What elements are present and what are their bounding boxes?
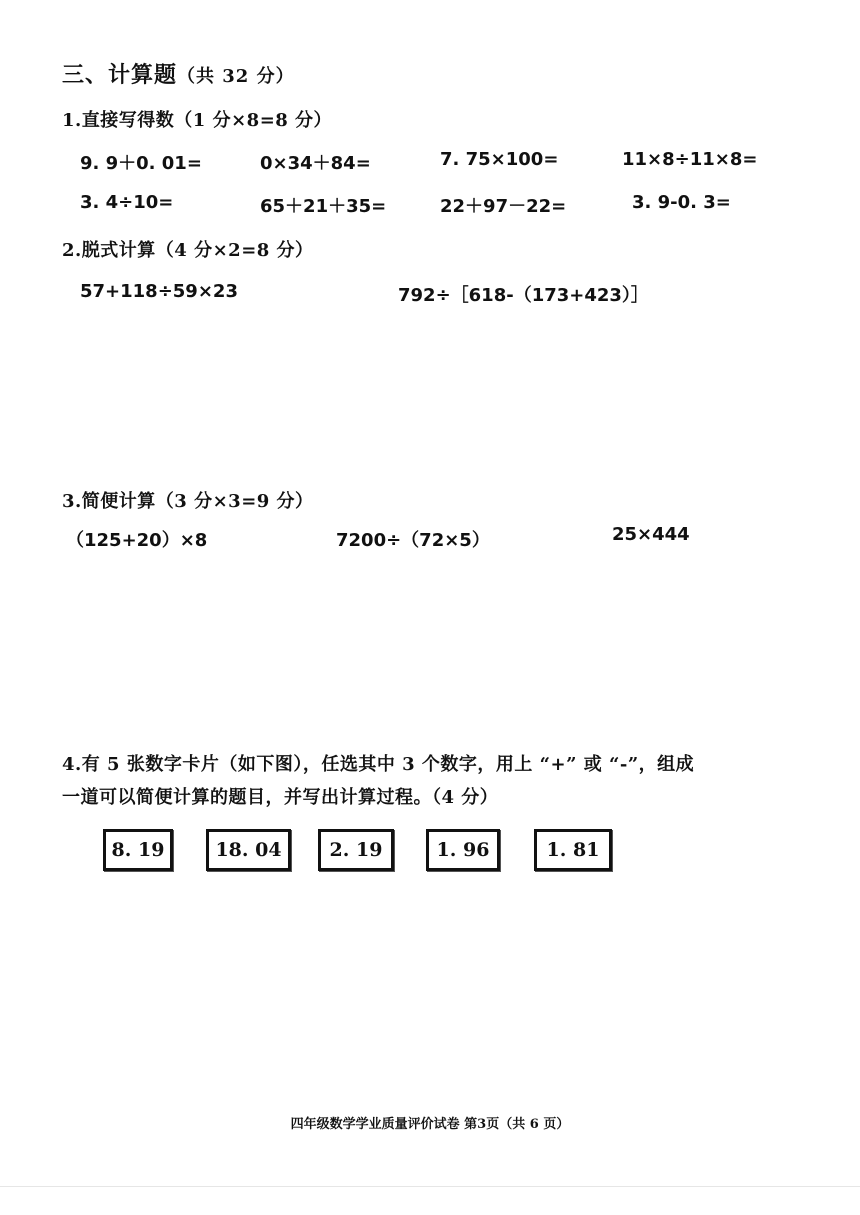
q3-title: 3.简便计算（3 分×3=9 分） xyxy=(62,491,314,512)
number-card xyxy=(103,829,173,871)
q4-prompt-line1: 4.有 5 张数字卡片（如下图），任选其中 3 个数字，用上 “+” 或 “-”，组成 xyxy=(62,754,695,775)
q1-problem: 11×8÷11×8= xyxy=(622,149,758,170)
number-card xyxy=(206,829,291,871)
number-card xyxy=(318,829,394,871)
q1-problem: 22＋97－22= xyxy=(440,196,567,217)
q1-problem: 7. 75×100= xyxy=(440,149,559,170)
number-card-value: 1. 96 xyxy=(436,839,490,861)
q1-problem: 65＋21＋35= xyxy=(260,196,387,217)
q2-problem: 792÷［618-（173+423）］ xyxy=(398,285,649,306)
q3-problem: 7200÷（72×5） xyxy=(336,530,490,551)
page-footer: 四年级数学学业质量评价试卷 第3页（共 6 页） xyxy=(290,1117,570,1132)
section-score: （共 32 分） xyxy=(177,66,295,87)
q1-problem: 3. 9-0. 3= xyxy=(632,192,731,213)
number-card-value: 18. 04 xyxy=(215,839,282,861)
number-card-value: 8. 19 xyxy=(111,839,165,861)
q1-problem: 0×34＋84= xyxy=(260,153,371,174)
section-title xyxy=(62,58,295,89)
q1-title: 1.直接写得数（1 分×8=8 分） xyxy=(62,110,333,131)
q3-problem: 25×444 xyxy=(612,524,690,545)
q2-title: 2.脱式计算（4 分×2=8 分） xyxy=(62,240,314,261)
number-card-value: 2. 19 xyxy=(329,839,383,861)
number-card-value: 1. 81 xyxy=(546,839,600,861)
number-card xyxy=(426,829,500,871)
q4-prompt-line2: 一道可以简便计算的题目，并写出计算过程。（4 分） xyxy=(62,787,499,808)
q3-problem: （125+20）×8 xyxy=(66,530,208,551)
number-card xyxy=(534,829,612,871)
page-bottom-divider xyxy=(0,1186,860,1187)
q2-problem: 57+118÷59×23 xyxy=(80,281,238,302)
section-title-text: 三、计算题 xyxy=(62,62,178,88)
q1-problem: 3. 4÷10= xyxy=(80,192,174,213)
q1-problem: 9. 9＋0. 01= xyxy=(80,153,202,174)
